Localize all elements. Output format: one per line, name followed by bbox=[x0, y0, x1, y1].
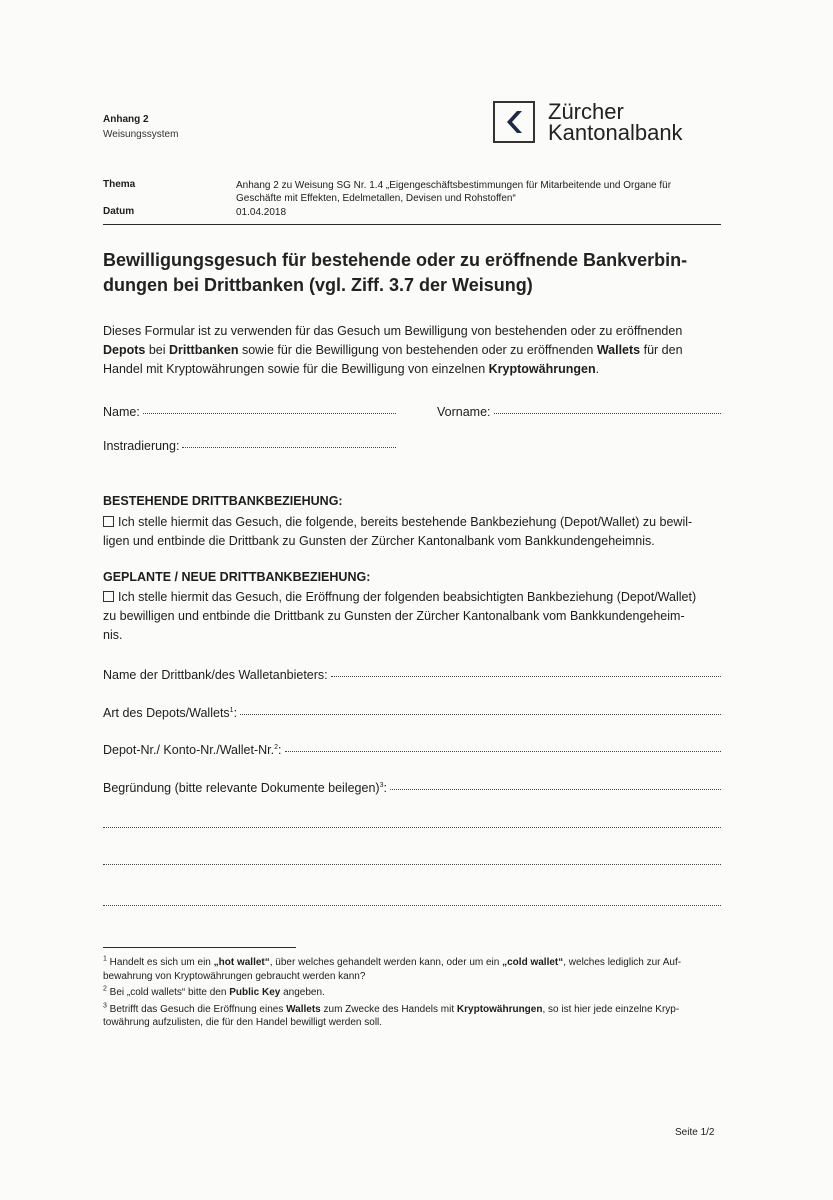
fn2-num: 2 bbox=[103, 985, 107, 993]
instradierung-field[interactable] bbox=[103, 439, 396, 453]
fn3-c: , so ist hier jede einzelne Kryp- bbox=[542, 1003, 680, 1015]
intro-drittbanken: Drittbanken bbox=[169, 343, 239, 357]
thema-text-line-1: Anhang 2 zu Weisung SG Nr. 1.4 „Eigengeschäftsbestimmungen für Mitarbeitende und Organe für bbox=[236, 180, 672, 191]
intro-period: . bbox=[595, 362, 600, 376]
drittbank-label: Name der Drittbank/des Walletanbieters: bbox=[103, 668, 328, 682]
new-line-1-text: Ich stelle hiermit das Gesuch, die Eröffnung der folgenden beabsichtigten Bankbeziehung (Depot/Wallet) bbox=[118, 590, 697, 604]
begruendung-label: Begründung (bitte relevante Dokumente beilegen)$^3$: bbox=[103, 781, 387, 795]
art-sup: 1 bbox=[229, 706, 234, 714]
intro-line-3 bbox=[103, 360, 728, 379]
fn2-a: Bei „cold wallets“ bitte den bbox=[106, 987, 230, 998]
begruendung-sup: 3 bbox=[379, 781, 384, 789]
intro-wallets: Wallets bbox=[596, 343, 641, 357]
thema-text bbox=[236, 179, 726, 205]
fn3-wallets: Wallets bbox=[286, 1003, 321, 1015]
drittbank-dotted-line[interactable] bbox=[331, 675, 721, 677]
intro-text-4: Handel mit Kryptowährungen sowie für die Bewilligung von einzelnen bbox=[103, 362, 489, 376]
fn1-a: Handelt es sich um ein bbox=[106, 957, 214, 968]
logo-text bbox=[548, 101, 683, 143]
instradierung-label: Instradierung: bbox=[103, 439, 180, 453]
footnote-rule bbox=[103, 947, 296, 948]
art-field[interactable] bbox=[103, 706, 721, 720]
section-new-line-1 bbox=[103, 588, 728, 607]
footnote-1 bbox=[103, 956, 728, 970]
section-existing-line-2: ligen und entbinde die Drittbank zu Gunsten der Zürcher Kantonalbank vom Bankkundengeheimnis. bbox=[103, 534, 655, 548]
nr-label-text: Depot-Nr./ Konto-Nr./Wallet-Nr. bbox=[103, 743, 275, 757]
fn1-cold: „cold wallet“ bbox=[502, 957, 564, 968]
page-number: Seite 1/2 bbox=[675, 1127, 715, 1138]
art-label-text: Art des Depots/Wallets bbox=[103, 706, 230, 720]
fn2-b: angeben. bbox=[280, 987, 325, 998]
begruendung-line-2[interactable] bbox=[103, 826, 721, 828]
page-title bbox=[103, 248, 743, 298]
drittbank-field[interactable] bbox=[103, 668, 721, 682]
begruendung-line-4[interactable] bbox=[103, 904, 721, 906]
nr-field[interactable] bbox=[103, 743, 721, 757]
fn3-krypto: Kryptowährungen bbox=[456, 1003, 543, 1015]
footnote-3 bbox=[103, 1003, 728, 1017]
vorname-dotted-line[interactable] bbox=[494, 412, 721, 414]
logo-line-2: Kantonalbank bbox=[548, 120, 683, 145]
fn1-hot: „hot wallet“ bbox=[213, 957, 270, 968]
section-new-line-2: zu bewilligen und entbinde die Drittbank zu Gunsten der Zürcher Kantonalbank vom Bankkundengeheim- bbox=[103, 609, 685, 623]
new-checkbox[interactable] bbox=[103, 591, 114, 602]
existing-checkbox[interactable] bbox=[103, 516, 114, 527]
begruendung-dotted-line[interactable] bbox=[390, 788, 721, 790]
section-new-text bbox=[103, 588, 728, 645]
appendix-subtitle: Weisungssystem bbox=[103, 129, 179, 140]
fn3-num: 3 bbox=[103, 1002, 107, 1010]
intro-paragraph bbox=[103, 322, 728, 379]
intro-krypto: Kryptowährungen bbox=[488, 362, 596, 376]
intro-line-1: Dieses Formular ist zu verwenden für das Gesuch um Bewilligung von bestehenden oder zu eröffnenden bbox=[103, 324, 683, 338]
footnotes bbox=[103, 956, 728, 1030]
datum-value: 01.04.2018 bbox=[236, 207, 287, 218]
section-existing-text bbox=[103, 513, 728, 551]
logo-line-1: Zürcher bbox=[548, 99, 624, 124]
intro-depots: Depots bbox=[103, 343, 146, 357]
fn2-key: Public Key bbox=[229, 987, 281, 998]
zkb-logo-icon bbox=[493, 101, 535, 143]
thema-text-line-2: Geschäfte mit Effekten, Edelmetallen, Devisen und Rohstoffen“ bbox=[236, 193, 516, 204]
vorname-field[interactable] bbox=[437, 405, 721, 419]
thema-label: Thema bbox=[103, 179, 136, 190]
name-dotted-line[interactable] bbox=[143, 412, 396, 414]
fn1-c: , welches lediglich zur Auf- bbox=[563, 957, 682, 968]
section-existing-heading: BESTEHENDE DRITTBANKBEZIEHUNG: bbox=[103, 494, 343, 508]
instradierung-dotted-line[interactable] bbox=[182, 446, 396, 448]
datum-label: Datum bbox=[103, 206, 135, 217]
begruendung-label-text: Begründung (bitte relevante Dokumente beilegen) bbox=[103, 781, 380, 795]
nr-dotted-line[interactable] bbox=[285, 750, 721, 752]
intro-line-2 bbox=[103, 341, 728, 360]
nr-label: Depot-Nr./ Konto-Nr./Wallet-Nr.$^2$: bbox=[103, 743, 282, 757]
title-line-1: Bewilligungsgesuch für bestehende oder zu eröffnende Bankverbin- bbox=[103, 250, 688, 270]
begruendung-line-3[interactable] bbox=[103, 863, 721, 865]
intro-text-2: sowie für die Bewilligung von bestehenden oder zu eröffnenden bbox=[238, 343, 597, 357]
footnote-1-cont: bewahrung von Kryptowährungen gebraucht werden kann? bbox=[103, 970, 366, 982]
footnote-3-cont: towährung aufzulisten, die für den Handel bewilligt werden soll. bbox=[103, 1017, 383, 1028]
art-dotted-line[interactable] bbox=[240, 713, 721, 715]
art-label: Art des Depots/Wallets$^1$: bbox=[103, 706, 238, 720]
title-line-2: dungen bei Drittbanken (vgl. Ziff. 3.7 der Weisung) bbox=[103, 275, 533, 295]
fn3-b: zum Zwecke des Handels mit bbox=[320, 1003, 457, 1015]
footnote-2 bbox=[103, 986, 728, 1000]
header-rule bbox=[103, 224, 721, 225]
appendix-title: Anhang 2 bbox=[103, 114, 149, 125]
name-field[interactable] bbox=[103, 405, 396, 419]
vorname-label: Vorname: bbox=[437, 405, 491, 419]
name-label: Name: bbox=[103, 405, 140, 419]
existing-line-1-text: Ich stelle hiermit das Gesuch, die folgende, bereits bestehende Bankbeziehung (Depot/Wallet) zu bewil- bbox=[118, 515, 693, 529]
fn3-a: Betrifft das Gesuch die Eröffnung eines bbox=[106, 1003, 287, 1015]
intro-text-3: für den bbox=[640, 343, 683, 357]
section-new-heading: GEPLANTE / NEUE DRITTBANKBEZIEHUNG: bbox=[103, 570, 371, 584]
section-new-line-3: nis. bbox=[103, 628, 123, 642]
section-existing-line-1 bbox=[103, 513, 728, 532]
fn1-num: 1 bbox=[103, 955, 107, 963]
begruendung-field[interactable] bbox=[103, 781, 721, 795]
fn1-b: , über welches gehandelt werden kann, oder um ein bbox=[269, 957, 503, 968]
intro-bei: bei bbox=[145, 343, 170, 357]
nr-sup: 2 bbox=[274, 743, 279, 751]
